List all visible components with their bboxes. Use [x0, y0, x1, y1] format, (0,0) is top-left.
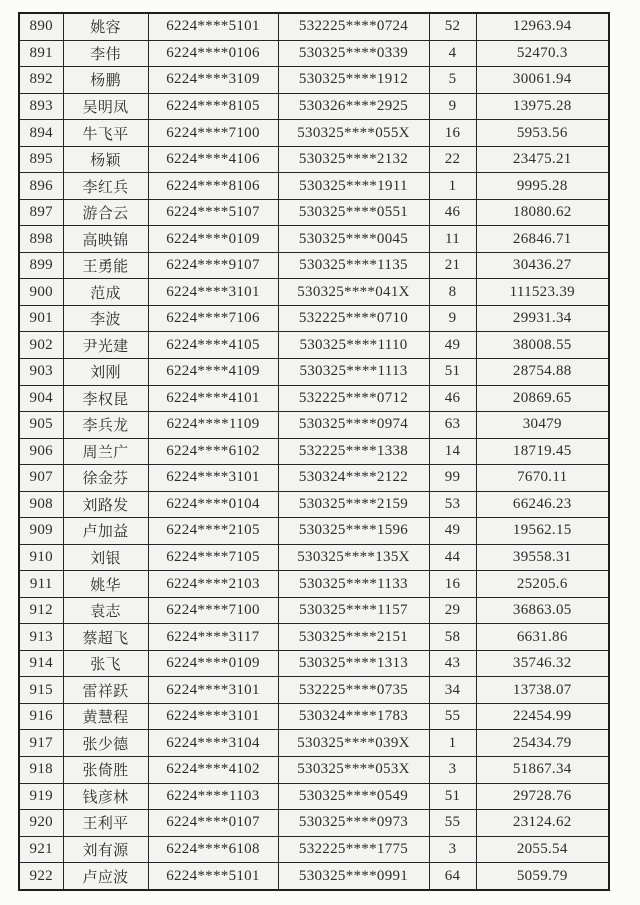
cell-id-number: 530324****1783: [278, 703, 429, 730]
cell-card-number: 6224****0104: [148, 491, 278, 518]
cell-amount: 7670.11: [476, 465, 609, 492]
cell-id-number: 530325****0551: [278, 199, 429, 226]
cell-card-number: 6224****4105: [148, 332, 278, 359]
cell-card-number: 6224****4109: [148, 359, 278, 386]
cell-card-number: 6224****8105: [148, 93, 278, 120]
cell-id-number: 530325****0339: [278, 40, 429, 67]
cell-id-number: 530325****2159: [278, 491, 429, 518]
cell-card-number: 6224****3109: [148, 67, 278, 94]
cell-id-number: 530325****055X: [278, 120, 429, 147]
cell-amount: 66246.23: [476, 491, 609, 518]
cell-seq: 897: [19, 199, 63, 226]
cell-card-number: 6224****7106: [148, 305, 278, 332]
cell-seq: 901: [19, 305, 63, 332]
table-row: [19, 465, 609, 492]
cell-id-number: 530325****1110: [278, 332, 429, 359]
cell-amount: 29931.34: [476, 305, 609, 332]
cell-seq: 920: [19, 810, 63, 837]
table-row: [19, 173, 609, 200]
cell-id-number: 532225****0712: [278, 385, 429, 412]
cell-card-number: 6224****6102: [148, 438, 278, 465]
cell-count: 34: [429, 677, 476, 704]
table-row: [19, 146, 609, 173]
cell-card-number: 6224****3101: [148, 703, 278, 730]
cell-seq: 914: [19, 650, 63, 677]
cell-id-number: 530325****0973: [278, 810, 429, 837]
cell-id-number: 530325****041X: [278, 279, 429, 306]
cell-amount: 35746.32: [476, 650, 609, 677]
cell-amount: 29728.76: [476, 783, 609, 810]
table-row: [19, 385, 609, 412]
cell-name: 李权昆: [63, 385, 148, 412]
cell-count: 4: [429, 40, 476, 67]
cell-name: 卢应波: [63, 863, 148, 890]
cell-amount: 25434.79: [476, 730, 609, 757]
cell-seq: 908: [19, 491, 63, 518]
cell-seq: 891: [19, 40, 63, 67]
cell-card-number: 6224****0106: [148, 40, 278, 67]
cell-seq: 915: [19, 677, 63, 704]
cell-count: 16: [429, 571, 476, 598]
cell-count: 11: [429, 226, 476, 253]
cell-card-number: 6224****2105: [148, 518, 278, 545]
cell-count: 99: [429, 465, 476, 492]
cell-id-number: 532225****0735: [278, 677, 429, 704]
cell-amount: 51867.34: [476, 756, 609, 783]
cell-seq: 918: [19, 756, 63, 783]
cell-id-number: 532225****0710: [278, 305, 429, 332]
cell-count: 14: [429, 438, 476, 465]
cell-count: 64: [429, 863, 476, 890]
table-row: [19, 332, 609, 359]
cell-name: 杨颖: [63, 146, 148, 173]
cell-seq: 907: [19, 465, 63, 492]
cell-name: 张少德: [63, 730, 148, 757]
cell-amount: 9995.28: [476, 173, 609, 200]
cell-id-number: 530325****0974: [278, 412, 429, 439]
table-row: [19, 571, 609, 598]
cell-amount: 111523.39: [476, 279, 609, 306]
table-row: [19, 279, 609, 306]
cell-name: 游合云: [63, 199, 148, 226]
cell-name: 徐金芬: [63, 465, 148, 492]
cell-card-number: 6224****3101: [148, 677, 278, 704]
cell-name: 张倚胜: [63, 756, 148, 783]
cell-name: 高映锦: [63, 226, 148, 253]
table-row: [19, 624, 609, 651]
cell-name: 杨鹏: [63, 67, 148, 94]
cell-id-number: 530325****1113: [278, 359, 429, 386]
cell-amount: 13975.28: [476, 93, 609, 120]
cell-count: 1: [429, 173, 476, 200]
cell-seq: 896: [19, 173, 63, 200]
cell-name: 范成: [63, 279, 148, 306]
table-row: [19, 544, 609, 571]
cell-id-number: 530326****2925: [278, 93, 429, 120]
cell-amount: 26846.71: [476, 226, 609, 253]
cell-seq: 904: [19, 385, 63, 412]
cell-name: 刘刚: [63, 359, 148, 386]
cell-seq: 910: [19, 544, 63, 571]
cell-card-number: 6224****6108: [148, 836, 278, 863]
cell-name: 李波: [63, 305, 148, 332]
cell-amount: 5953.56: [476, 120, 609, 147]
cell-amount: 23475.21: [476, 146, 609, 173]
cell-seq: 890: [19, 13, 63, 40]
cell-card-number: 6224****4102: [148, 756, 278, 783]
cell-amount: 5059.79: [476, 863, 609, 890]
cell-count: 51: [429, 783, 476, 810]
cell-name: 刘有源: [63, 836, 148, 863]
table-row: [19, 13, 609, 40]
cell-id-number: 532225****0724: [278, 13, 429, 40]
cell-card-number: 6224****1109: [148, 412, 278, 439]
cell-amount: 23124.62: [476, 810, 609, 837]
cell-count: 1: [429, 730, 476, 757]
cell-count: 16: [429, 120, 476, 147]
cell-id-number: 532225****1775: [278, 836, 429, 863]
cell-amount: 38008.55: [476, 332, 609, 359]
cell-amount: 30436.27: [476, 252, 609, 279]
cell-name: 姚华: [63, 571, 148, 598]
cell-card-number: 6224****5101: [148, 13, 278, 40]
cell-seq: 893: [19, 93, 63, 120]
cell-count: 63: [429, 412, 476, 439]
cell-count: 43: [429, 650, 476, 677]
table-row: [19, 120, 609, 147]
cell-amount: 36863.05: [476, 597, 609, 624]
cell-seq: 911: [19, 571, 63, 598]
cell-id-number: 530324****2122: [278, 465, 429, 492]
cell-count: 46: [429, 385, 476, 412]
cell-amount: 2055.54: [476, 836, 609, 863]
cell-card-number: 6224****1103: [148, 783, 278, 810]
table-row: [19, 650, 609, 677]
cell-amount: 52470.3: [476, 40, 609, 67]
cell-seq: 899: [19, 252, 63, 279]
data-table: [18, 12, 610, 891]
cell-card-number: 6224****5107: [148, 199, 278, 226]
cell-name: 李伟: [63, 40, 148, 67]
table-row: [19, 703, 609, 730]
cell-count: 55: [429, 810, 476, 837]
cell-card-number: 6224****3101: [148, 465, 278, 492]
cell-name: 吴明凤: [63, 93, 148, 120]
cell-count: 46: [429, 199, 476, 226]
cell-amount: 6631.86: [476, 624, 609, 651]
cell-seq: 905: [19, 412, 63, 439]
cell-amount: 28754.88: [476, 359, 609, 386]
cell-seq: 903: [19, 359, 63, 386]
cell-id-number: 532225****1338: [278, 438, 429, 465]
cell-name: 刘路发: [63, 491, 148, 518]
cell-name: 李红兵: [63, 173, 148, 200]
cell-card-number: 6224****8106: [148, 173, 278, 200]
cell-name: 王勇能: [63, 252, 148, 279]
cell-count: 22: [429, 146, 476, 173]
cell-card-number: 6224****0109: [148, 650, 278, 677]
cell-name: 钱彦林: [63, 783, 148, 810]
cell-name: 卢加益: [63, 518, 148, 545]
cell-seq: 912: [19, 597, 63, 624]
cell-amount: 30479: [476, 412, 609, 439]
cell-amount: 25205.6: [476, 571, 609, 598]
cell-count: 49: [429, 332, 476, 359]
cell-id-number: 530325****1133: [278, 571, 429, 598]
table-row: [19, 810, 609, 837]
table-row: [19, 412, 609, 439]
table-row: [19, 783, 609, 810]
table-row: [19, 199, 609, 226]
cell-card-number: 6224****7100: [148, 597, 278, 624]
cell-count: 55: [429, 703, 476, 730]
cell-count: 29: [429, 597, 476, 624]
cell-seq: 895: [19, 146, 63, 173]
table-row: [19, 677, 609, 704]
cell-seq: 892: [19, 67, 63, 94]
cell-name: 牛飞平: [63, 120, 148, 147]
table-row: [19, 252, 609, 279]
cell-name: 刘银: [63, 544, 148, 571]
cell-seq: 902: [19, 332, 63, 359]
cell-count: 58: [429, 624, 476, 651]
table-row: [19, 836, 609, 863]
cell-count: 21: [429, 252, 476, 279]
cell-amount: 20869.65: [476, 385, 609, 412]
cell-card-number: 6224****3117: [148, 624, 278, 651]
table-row: [19, 518, 609, 545]
cell-id-number: 530325****053X: [278, 756, 429, 783]
cell-amount: 13738.07: [476, 677, 609, 704]
cell-id-number: 530325****0045: [278, 226, 429, 253]
cell-count: 9: [429, 305, 476, 332]
table-row: [19, 438, 609, 465]
cell-count: 3: [429, 836, 476, 863]
cell-name: 周兰广: [63, 438, 148, 465]
cell-id-number: 530325****1596: [278, 518, 429, 545]
cell-card-number: 6224****3101: [148, 279, 278, 306]
cell-count: 53: [429, 491, 476, 518]
cell-seq: 898: [19, 226, 63, 253]
cell-seq: 919: [19, 783, 63, 810]
cell-name: 李兵龙: [63, 412, 148, 439]
cell-amount: 22454.99: [476, 703, 609, 730]
cell-seq: 921: [19, 836, 63, 863]
cell-name: 王利平: [63, 810, 148, 837]
table-row: [19, 359, 609, 386]
cell-id-number: 530325****0549: [278, 783, 429, 810]
cell-id-number: 530325****1912: [278, 67, 429, 94]
cell-amount: 39558.31: [476, 544, 609, 571]
cell-seq: 913: [19, 624, 63, 651]
cell-id-number: 530325****1157: [278, 597, 429, 624]
cell-count: 44: [429, 544, 476, 571]
cell-name: 蔡超飞: [63, 624, 148, 651]
cell-id-number: 530325****1135: [278, 252, 429, 279]
cell-amount: 12963.94: [476, 13, 609, 40]
cell-card-number: 6224****3104: [148, 730, 278, 757]
cell-card-number: 6224****5101: [148, 863, 278, 890]
cell-count: 8: [429, 279, 476, 306]
cell-amount: 19562.15: [476, 518, 609, 545]
cell-amount: 18080.62: [476, 199, 609, 226]
cell-seq: 917: [19, 730, 63, 757]
cell-card-number: 6224****7105: [148, 544, 278, 571]
table-row: [19, 40, 609, 67]
table-row: [19, 93, 609, 120]
cell-seq: 894: [19, 120, 63, 147]
cell-name: 张飞: [63, 650, 148, 677]
cell-card-number: 6224****0107: [148, 810, 278, 837]
cell-seq: 900: [19, 279, 63, 306]
cell-seq: 909: [19, 518, 63, 545]
cell-id-number: 530325****0991: [278, 863, 429, 890]
cell-name: 袁志: [63, 597, 148, 624]
cell-count: 52: [429, 13, 476, 40]
table-row: [19, 730, 609, 757]
table-row: [19, 863, 609, 890]
cell-name: 黄慧程: [63, 703, 148, 730]
cell-card-number: 6224****4101: [148, 385, 278, 412]
table-row: [19, 67, 609, 94]
cell-card-number: 6224****4106: [148, 146, 278, 173]
cell-id-number: 530325****2132: [278, 146, 429, 173]
cell-name: 尹光建: [63, 332, 148, 359]
table-body: [19, 13, 609, 890]
table-row: [19, 305, 609, 332]
cell-id-number: 530325****1313: [278, 650, 429, 677]
cell-card-number: 6224****0109: [148, 226, 278, 253]
cell-seq: 906: [19, 438, 63, 465]
cell-id-number: 530325****1911: [278, 173, 429, 200]
cell-count: 5: [429, 67, 476, 94]
cell-count: 3: [429, 756, 476, 783]
cell-card-number: 6224****2103: [148, 571, 278, 598]
table-row: [19, 491, 609, 518]
table-row: [19, 597, 609, 624]
cell-name: 雷祥跃: [63, 677, 148, 704]
cell-count: 9: [429, 93, 476, 120]
cell-amount: 18719.45: [476, 438, 609, 465]
cell-count: 49: [429, 518, 476, 545]
cell-card-number: 6224****7100: [148, 120, 278, 147]
cell-id-number: 530325****135X: [278, 544, 429, 571]
cell-id-number: 530325****2151: [278, 624, 429, 651]
table-row: [19, 226, 609, 253]
cell-seq: 916: [19, 703, 63, 730]
cell-seq: 922: [19, 863, 63, 890]
cell-count: 51: [429, 359, 476, 386]
table-container: [18, 12, 610, 891]
cell-name: 姚容: [63, 13, 148, 40]
cell-card-number: 6224****9107: [148, 252, 278, 279]
cell-amount: 30061.94: [476, 67, 609, 94]
table-row: [19, 756, 609, 783]
cell-id-number: 530325****039X: [278, 730, 429, 757]
